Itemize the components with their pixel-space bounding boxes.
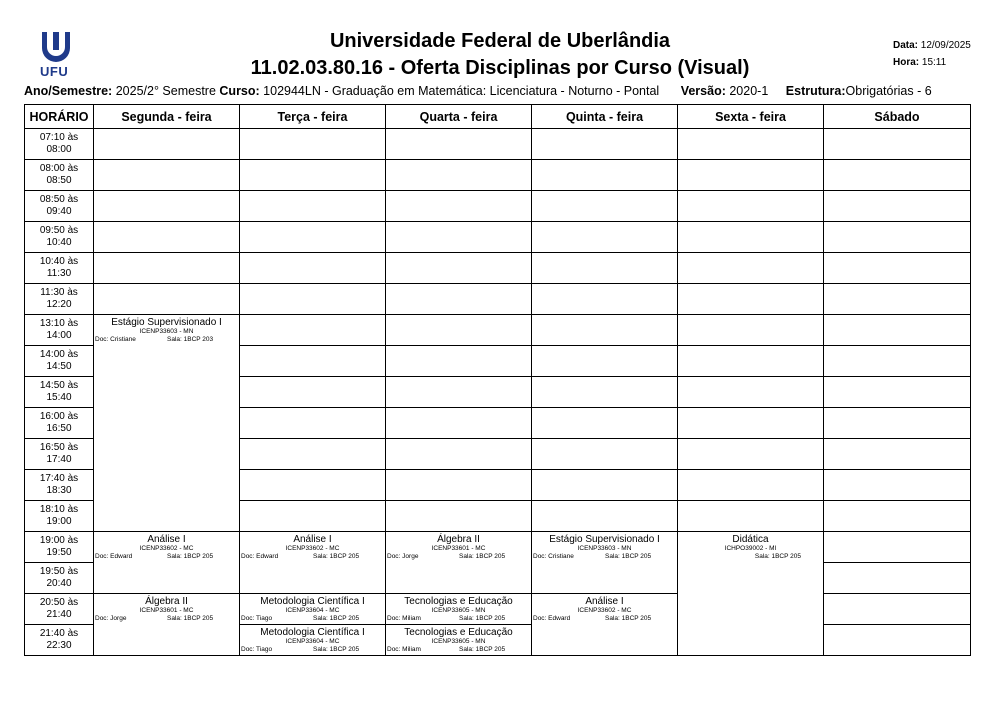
class-name: Didática	[732, 534, 769, 545]
class-cell-algebra-segunda	[94, 594, 240, 656]
class-cell-analise-terca	[240, 532, 386, 594]
empty-cell	[386, 253, 532, 284]
empty-cell	[824, 222, 971, 253]
empty-cell	[94, 222, 240, 253]
print-time	[893, 57, 946, 68]
timetable	[24, 104, 971, 656]
empty-cell	[824, 408, 971, 439]
time-slot: 08:50 às 09:40	[25, 191, 94, 222]
time-slot: 09:50 às 10:40	[25, 222, 94, 253]
empty-cell	[532, 439, 678, 470]
class-code: ICENP33603 - MN	[139, 328, 194, 335]
class-cell-didatica-sexta	[678, 532, 824, 656]
class-teacher: Doc: Miliam	[387, 615, 421, 622]
class-name: Estágio Supervisionado I	[111, 317, 222, 328]
course-info-line	[24, 84, 932, 98]
table-row	[25, 129, 971, 160]
class-code: ICENP33602 - MC	[139, 545, 194, 552]
table-row	[25, 191, 971, 222]
empty-cell	[532, 501, 678, 532]
report-title: 11.02.03.80.16 - Oferta Disciplinas por Curso (Visual)	[250, 57, 750, 79]
class-room: Sala: 1BCP 205	[459, 553, 506, 560]
class-code: ICENP33604 - MC	[285, 607, 340, 614]
class-teacher: Doc: Cristiane	[533, 553, 574, 560]
empty-cell	[240, 470, 386, 501]
table-row	[25, 253, 971, 284]
empty-cell	[94, 253, 240, 284]
table-row	[25, 284, 971, 315]
empty-cell	[532, 191, 678, 222]
class-cell-metodologia-terca-2	[240, 625, 386, 656]
class-room: Sala: 1BCP 205	[313, 553, 360, 560]
empty-cell	[240, 501, 386, 532]
empty-cell	[532, 315, 678, 346]
empty-cell	[678, 129, 824, 160]
class-teacher: Doc: Tiago	[241, 646, 273, 653]
time-slot: 17:40 às 18:30	[25, 470, 94, 501]
time-label: Hora:	[893, 57, 920, 68]
structure-label: Estrutura:	[785, 84, 846, 98]
empty-cell	[532, 253, 678, 284]
empty-cell	[824, 129, 971, 160]
empty-cell	[386, 284, 532, 315]
class-teacher: Doc: Jorge	[387, 553, 419, 560]
empty-cell	[678, 439, 824, 470]
class-name: Álgebra II	[145, 596, 188, 607]
class-name: Metodologia Científica I	[260, 596, 365, 607]
empty-cell	[532, 284, 678, 315]
empty-cell	[824, 346, 971, 377]
time-slot: 10:40 às 11:30	[25, 253, 94, 284]
empty-cell	[240, 160, 386, 191]
table-row	[25, 315, 971, 346]
header-quarta: Quarta - feira	[386, 105, 532, 129]
empty-cell	[94, 129, 240, 160]
header-quinta: Quinta - feira	[532, 105, 678, 129]
empty-cell	[824, 501, 971, 532]
time-slot: 07:10 às 08:00	[25, 129, 94, 160]
class-room: Sala: 1BCP 205	[167, 553, 214, 560]
empty-cell	[386, 408, 532, 439]
empty-cell	[386, 501, 532, 532]
class-code: ICENP33605 - MN	[431, 638, 486, 645]
empty-cell	[678, 284, 824, 315]
class-room: Sala: 1BCP 205	[605, 615, 652, 622]
time-slot: 14:00 às 14:50	[25, 346, 94, 377]
class-name: Metodologia Científica I	[260, 627, 365, 638]
class-code: ICENP33602 - MC	[577, 607, 632, 614]
empty-cell	[532, 408, 678, 439]
logo-text: UFU	[40, 64, 69, 79]
empty-cell	[532, 222, 678, 253]
class-room: Sala: 1BCP 205	[605, 553, 652, 560]
class-name: Análise I	[147, 534, 186, 545]
table-row	[25, 532, 971, 563]
empty-cell	[824, 191, 971, 222]
empty-cell	[240, 439, 386, 470]
class-code: ICENP33604 - MC	[285, 638, 340, 645]
empty-cell	[386, 129, 532, 160]
time-value: 15:11	[921, 57, 947, 68]
class-cell-tecnologias-quarta	[386, 594, 532, 625]
empty-cell	[240, 191, 386, 222]
empty-cell	[94, 160, 240, 191]
class-teacher: Doc: Edward	[533, 615, 571, 622]
class-teacher: Doc: Edward	[95, 553, 133, 560]
time-slot: 08:00 às 08:50	[25, 160, 94, 191]
class-teacher: Doc: Edward	[241, 553, 279, 560]
empty-cell	[240, 222, 386, 253]
class-teacher: Doc: Cristiane	[95, 336, 136, 343]
empty-cell	[240, 129, 386, 160]
time-slot: 21:40 às 22:30	[25, 625, 94, 656]
time-slot: 14:50 às 15:40	[25, 377, 94, 408]
class-room: Sala: 1BCP 205	[313, 646, 360, 653]
header-terca: Terça - feira	[240, 105, 386, 129]
time-slot: 11:30 às 12:20	[25, 284, 94, 315]
class-code: ICENP33605 - MN	[431, 607, 486, 614]
empty-cell	[240, 346, 386, 377]
date-label: Data:	[893, 40, 919, 51]
class-cell-estagio-quinta	[532, 532, 678, 594]
course-value: 102944LN - Graduação em Matemática: Licenciatura - Noturno - Pontal	[263, 84, 660, 98]
class-teacher: Doc: Tiago	[241, 615, 273, 622]
empty-cell	[824, 377, 971, 408]
empty-cell	[678, 501, 824, 532]
class-cell-tecnologias-quarta-2	[386, 625, 532, 656]
course-label: Curso:	[219, 84, 260, 98]
empty-cell	[386, 222, 532, 253]
structure-value: Obrigatórias - 6	[845, 84, 932, 98]
empty-cell	[824, 532, 971, 563]
class-cell-analise-segunda	[94, 532, 240, 594]
university-title: Universidade Federal de Uberlândia	[329, 30, 671, 52]
class-room: Sala: 1BCP 203	[167, 336, 214, 343]
empty-cell	[824, 594, 971, 625]
class-cell-algebra-quarta	[386, 532, 532, 594]
empty-cell	[678, 377, 824, 408]
empty-cell	[532, 346, 678, 377]
semester-value: 2025/2° Semestre	[115, 84, 216, 98]
empty-cell	[824, 439, 971, 470]
header-sabado: Sábado	[824, 105, 971, 129]
time-slot: 16:00 às 16:50	[25, 408, 94, 439]
empty-cell	[386, 346, 532, 377]
class-teacher: Doc: Jorge	[95, 615, 127, 622]
empty-cell	[240, 377, 386, 408]
empty-cell	[532, 377, 678, 408]
header-sexta: Sexta - feira	[678, 105, 824, 129]
class-cell-metodologia-terca	[240, 594, 386, 625]
version-value: 2020-1	[729, 84, 769, 98]
empty-cell	[240, 408, 386, 439]
class-name: Análise I	[585, 596, 624, 607]
empty-cell	[824, 563, 971, 594]
class-name: Estágio Supervisionado I	[549, 534, 660, 545]
class-room: Sala: 1BCP 205	[167, 615, 214, 622]
empty-cell	[386, 470, 532, 501]
class-code: ICHPO39002 - MI	[724, 545, 777, 552]
semester-label: Ano/Semestre:	[24, 84, 113, 98]
table-row	[25, 594, 971, 625]
table-row	[25, 222, 971, 253]
time-slot: 18:10 às 19:00	[25, 501, 94, 532]
empty-cell	[532, 129, 678, 160]
class-name: Análise I	[293, 534, 332, 545]
empty-cell	[386, 315, 532, 346]
empty-cell	[678, 408, 824, 439]
print-date	[893, 40, 971, 51]
empty-cell	[824, 625, 971, 656]
empty-cell	[240, 315, 386, 346]
timetable-header-row	[25, 105, 971, 129]
class-code: ICENP33601 - MC	[139, 607, 194, 614]
empty-cell	[824, 284, 971, 315]
empty-cell	[386, 377, 532, 408]
class-room: Sala: 1BCP 205	[459, 615, 506, 622]
class-cell-analise-quinta	[532, 594, 678, 656]
class-name: Tecnologias e Educação	[404, 627, 513, 638]
empty-cell	[824, 160, 971, 191]
empty-cell	[240, 284, 386, 315]
empty-cell	[94, 284, 240, 315]
empty-cell	[386, 439, 532, 470]
class-name: Álgebra II	[437, 534, 480, 545]
table-row	[25, 160, 971, 191]
empty-cell	[386, 191, 532, 222]
empty-cell	[94, 191, 240, 222]
class-code: ICENP33601 - MC	[431, 545, 486, 552]
empty-cell	[678, 346, 824, 377]
empty-cell	[678, 470, 824, 501]
empty-cell	[824, 315, 971, 346]
empty-cell	[678, 315, 824, 346]
time-slot: 13:10 às 14:00	[25, 315, 94, 346]
version-label: Versão:	[680, 84, 726, 98]
empty-cell	[824, 253, 971, 284]
empty-cell	[386, 160, 532, 191]
class-cell-estagio-segunda	[94, 315, 240, 532]
class-room: Sala: 1BCP 205	[313, 615, 360, 622]
class-name: Tecnologias e Educação	[404, 596, 513, 607]
header-segunda: Segunda - feira	[94, 105, 240, 129]
empty-cell	[240, 253, 386, 284]
class-code: ICENP33602 - MC	[285, 545, 340, 552]
time-slot: 16:50 às 17:40	[25, 439, 94, 470]
class-room: Sala: 1BCP 205	[459, 646, 506, 653]
class-teacher: Doc: Miliam	[387, 646, 421, 653]
empty-cell	[678, 222, 824, 253]
empty-cell	[678, 191, 824, 222]
time-slot: 19:00 às 19:50	[25, 532, 94, 563]
time-slot: 19:50 às 20:40	[25, 563, 94, 594]
empty-cell	[678, 253, 824, 284]
date-value: 12/09/2025	[920, 40, 971, 51]
time-slot: 20:50 às 21:40	[25, 594, 94, 625]
header-horario: HORÁRIO	[25, 105, 94, 129]
class-code: ICENP33603 - MN	[577, 545, 632, 552]
empty-cell	[532, 160, 678, 191]
empty-cell	[824, 470, 971, 501]
empty-cell	[532, 470, 678, 501]
class-room: Sala: 1BCP 205	[754, 553, 801, 560]
empty-cell	[678, 160, 824, 191]
